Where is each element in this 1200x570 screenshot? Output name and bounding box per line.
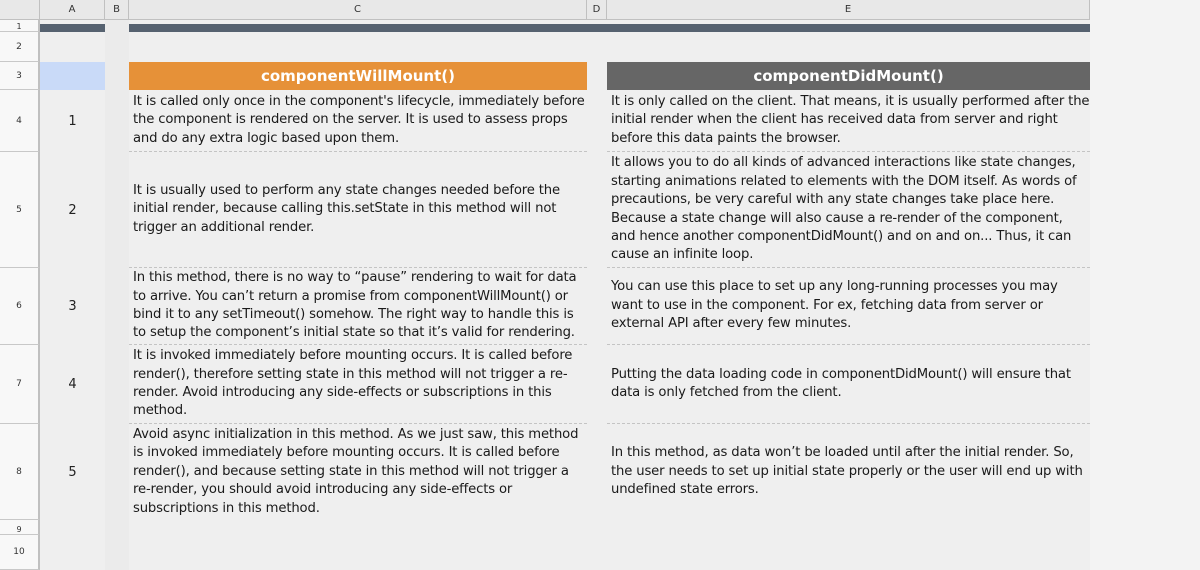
row-header-10[interactable]: 10 bbox=[0, 535, 40, 570]
did-mount-cell[interactable]: It allows you to do all kinds of advanced interactions like state changes, starting animations related to elements with the DOM itself. As words of precautions, be very careful with any state changes take place here. Because a state change will also cause a re-render of the component, and hence another componentDidMount() and on and on... Thus, it can cause an infinite loop. bbox=[607, 152, 1090, 268]
header-bar bbox=[129, 24, 1090, 32]
did-mount-cell[interactable]: It is only called on the client. That means, it is usually performed after the initial render when the client has received data from server and right before this data paints the browser. bbox=[607, 90, 1090, 152]
will-mount-cell[interactable]: Avoid async initialization in this method. As we just saw, this method is invoked immediately before mounting occurs. It is called before render(), and because setting state in this method will not trigger a re-render, you should avoid introducing any side-effects or subscriptions in this method. bbox=[133, 426, 579, 516]
did-mount-cell[interactable]: You can use this place to set up any long-running processes you may want to use in the component. For ex, fetching data from server or external API after every few minutes. bbox=[607, 268, 1090, 345]
row-header-1[interactable]: 1 bbox=[0, 20, 40, 32]
row-header-2[interactable]: 2 bbox=[0, 32, 40, 62]
row-header-9[interactable]: 9 bbox=[0, 520, 40, 535]
column-b-cells[interactable] bbox=[105, 20, 129, 570]
will-mount-cell[interactable]: It is invoked immediately before mounting occurs. It is called before render(), therefore setting state in this method will not trigger a re-render. Avoid introducing any side-effects or subscriptions in this method. bbox=[129, 345, 587, 424]
column-header-a[interactable]: A bbox=[40, 0, 105, 20]
will-mount-header: componentWillMount() bbox=[129, 62, 587, 90]
did-mount-cell[interactable]: Putting the data loading code in componentDidMount() will ensure that data is only fetched from the client. bbox=[607, 345, 1090, 424]
will-mount-cell[interactable]: In this method, there is no way to “pause” rendering to wait for data to arrive. You can’t return a promise from componentWillMount() or bind it to any setTimeout() somehow. The right way to handle this is to setup the component’s initial state so that it’s valid for rendering. bbox=[129, 268, 587, 345]
header-bar-a bbox=[40, 24, 105, 32]
row-header-4[interactable]: 4 bbox=[0, 90, 40, 152]
row-number: 5 bbox=[68, 464, 77, 480]
did-mount-cell[interactable]: In this method, as data won’t be loaded until after the initial render. So, the user needs to set up initial state properly or the user will end up with undefined state errors. bbox=[611, 445, 1083, 498]
column-header-e[interactable]: E bbox=[607, 0, 1090, 20]
column-header-b[interactable]: B bbox=[105, 0, 129, 20]
column-header-d[interactable]: D bbox=[587, 0, 607, 20]
row-header-7[interactable]: 7 bbox=[0, 345, 40, 424]
row-header-8[interactable]: 8 bbox=[0, 424, 40, 520]
column-a-lower bbox=[40, 520, 105, 570]
column-header-c[interactable]: C bbox=[129, 0, 587, 20]
row-header-6[interactable]: 6 bbox=[0, 268, 40, 345]
will-mount-cell[interactable]: It is called only once in the component's lifecycle, immediately before the component is rendered on the server. It is used to assess props and do any extra logic based upon them. bbox=[129, 90, 587, 152]
will-mount-cell[interactable]: It is usually used to perform any state changes needed before the initial render, because calling this.setState in this method will not trigger an additional render. bbox=[129, 152, 587, 268]
row-number: 4 bbox=[68, 377, 77, 392]
row-number: 3 bbox=[68, 299, 77, 314]
select-all-corner[interactable] bbox=[0, 0, 40, 20]
row-header-5[interactable]: 5 bbox=[0, 152, 40, 268]
did-mount-header: componentDidMount() bbox=[607, 62, 1090, 90]
row-number: 2 bbox=[68, 202, 77, 218]
selected-cell-a3[interactable] bbox=[40, 62, 105, 90]
row-header-3[interactable]: 3 bbox=[0, 62, 40, 90]
row-number: 1 bbox=[68, 113, 77, 129]
